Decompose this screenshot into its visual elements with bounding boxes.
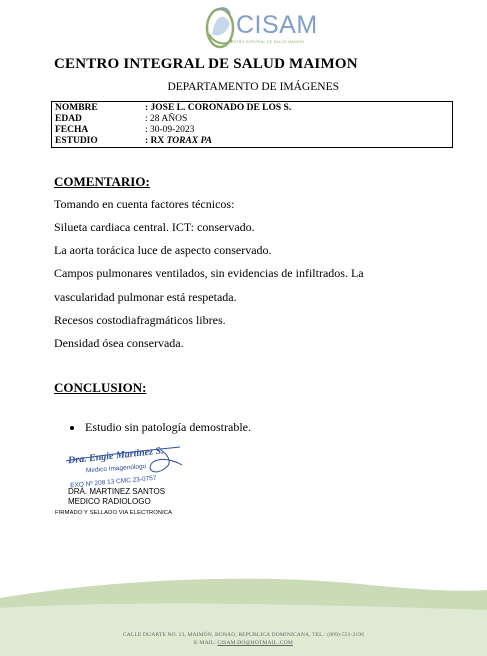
study-prefix: : RX [145, 136, 167, 146]
doctor-role: MEDICO RADIOLOGO [68, 497, 151, 506]
doctor-name: DRA. MARTINEZ SANTOS [68, 487, 166, 496]
stamp-exq: EXQ Nº 208 13 CMC 23-0757 [69, 474, 157, 490]
comment-line: Silueta cardiaca central. ICT: conservado. [54, 220, 255, 234]
stamp-role: Medico Imagenólogo [85, 463, 147, 475]
field-label: ESTUDIO [55, 136, 98, 146]
signature-note: FIRMADO Y SELLADO VIA ELECTRONICA [55, 510, 173, 516]
field-label: EDAD [55, 114, 82, 124]
signature-stamp [60, 445, 186, 490]
field-label: NOMBRE [55, 103, 98, 113]
logo-text: CISAM [236, 11, 318, 39]
department-label: DEPARTAMENTO DE IMÁGENES [167, 81, 339, 93]
footer-email-label: E-MAIL: [194, 640, 218, 646]
patient-row-age [55, 114, 452, 125]
field-label: FECHA [55, 125, 89, 135]
comment-line: La aorta torácica luce de aspecto conservado. [54, 243, 272, 257]
study-name: TORAX PA [166, 136, 212, 146]
bullet-icon [70, 426, 74, 430]
stamp-name: Dra. Engie Martinez S. [67, 445, 165, 467]
comment-line: Recesos costodiafragmáticos libres. [54, 313, 226, 327]
patient-row-name [55, 103, 452, 114]
logo-subtitle: CENTRO INTEGRAL DE SALUD MAIMON [228, 40, 305, 44]
comment-line: Densidad ósea conservada. [54, 336, 184, 350]
comment-line: Campos pulmonares ventilados, sin evidencias de infiltrados. La [54, 266, 364, 280]
footer-address: CALLE DUARTE NO. 13, MAIMÓN, BONAO, REPUBLICA DOMINICANA, TEL.: (809)-551-2196 [122, 632, 365, 638]
conclusion-item-text: Estudio sin patología demostrable. [85, 420, 251, 434]
patient-row-study [55, 136, 452, 147]
patient-row-date [55, 125, 452, 136]
field-value: : 28 AÑOS [145, 114, 188, 124]
comment-line: vascularidad pulmonar está respetada. [54, 290, 237, 304]
footer-email-link[interactable]: CISAM.DO@HOTMAIL .COM [217, 640, 293, 646]
field-value: : JOSE L. CORONADO DE LOS S. [145, 103, 292, 113]
conclusion-item [70, 420, 251, 435]
field-value: : 30-09-2023 [145, 125, 195, 135]
patient-info-box [51, 101, 453, 148]
field-value [145, 136, 452, 147]
signature-name [68, 487, 165, 507]
comment-heading: COMENTARIO: [54, 174, 150, 189]
comment-line: Tomando en cuenta factores técnicos: [54, 197, 235, 211]
page-title: CENTRO INTEGRAL DE SALUD MAIMON [54, 56, 358, 72]
conclusion-heading: CONCLUSION: [54, 380, 147, 395]
footer-email-line [0, 640, 487, 646]
